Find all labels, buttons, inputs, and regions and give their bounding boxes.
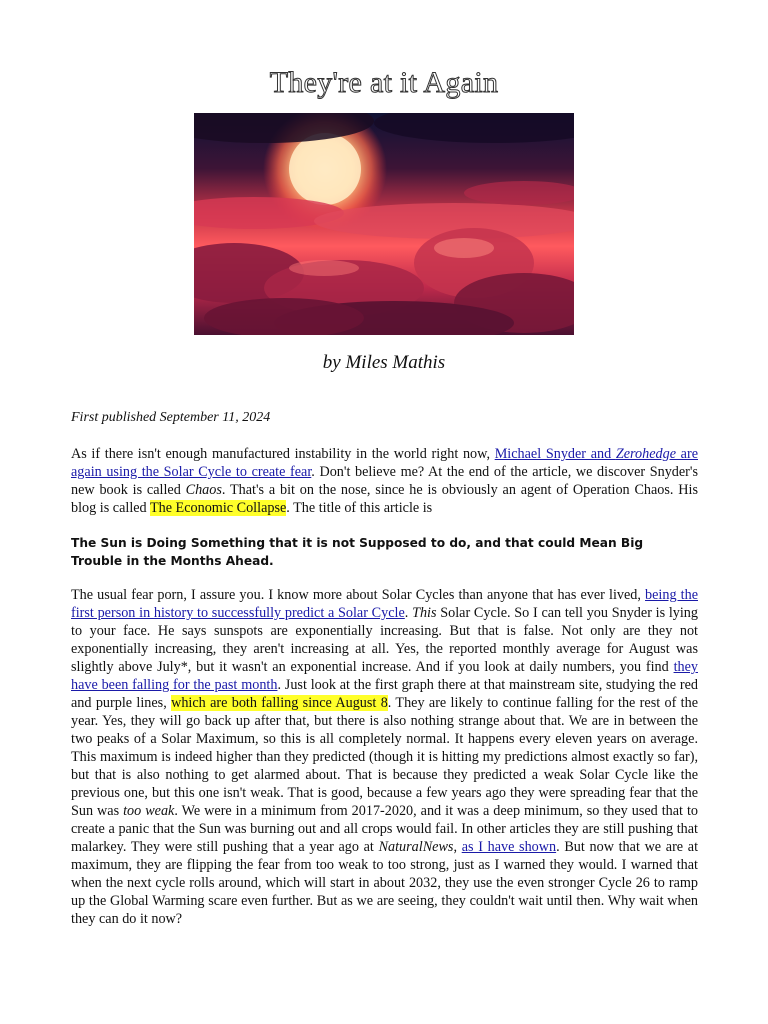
link-text-italic: Zerohedge [615, 446, 677, 462]
text: Solar Cycle. So I can tell you Snyder is lying to your face. He says sunspots are exponentially increasing. But that is false. Not only are they not exponentially increasing, they aren't increasing at all. Yes, the reported monthly average for August was slightly above July*, but it wasn't an exponential increase. And if you look at daily numbers, you find [71, 605, 698, 675]
emphasis-this: This [412, 605, 437, 621]
highlight-blog-name: The Economic Collapse [149, 500, 287, 516]
text: . The title of this article is [286, 500, 433, 516]
body-paragraph [71, 586, 698, 928]
text: , [453, 839, 462, 855]
text: . [404, 605, 413, 621]
intro-paragraph [71, 445, 698, 517]
text: As if there isn't enough manufactured instability in the world right now, [71, 446, 495, 462]
text: . But now that we are at maximum, they are flipping the fear from too weak to too strong, just as I warned they would. I warned that when the next cycle rolls around, which will start in about 2032, they use the even stronger Cycle 26 to ramp up the Global Warming scare even further. But as we are seeing, they couldn't wait until then. Why wait when they can do it now? [71, 839, 699, 927]
book-title: Chaos [185, 482, 222, 498]
link-falling-past-month[interactable]: they have been falling for the past month [71, 659, 698, 693]
link-solar-cycle-prediction[interactable]: being the first person in history to successfully predict a Solar Cycle [71, 587, 698, 621]
text: The usual fear porn, I assure you. I know more about Solar Cycles than anyone that has ever lived, [71, 587, 646, 603]
highlight-falling-since: which are both falling since August 8 [171, 695, 388, 711]
text: . That's a bit on the nose, since he is obviously an agent of Operation Chaos. His blog is called [71, 482, 698, 516]
text: . We were in a minimum from 2017-2020, and it was a deep minimum, so they used that to create a panic that the Sun was burning out and all crops would fail. In other articles they are still pushing that malarkey. They were still pushing that a year ago at [71, 803, 698, 855]
page-title: They're at it Again [269, 66, 499, 99]
text: . Don't believe me? At the end of the article, we discover Snyder's new book is called [71, 464, 698, 498]
emphasis-too-weak: too weak [123, 803, 175, 819]
byline: by Miles Mathis [322, 352, 446, 373]
text: . They are likely to continue falling for the rest of the year. Yes, they will go back up after that, but there is also nothing strange about that. We are in between the two peaks of a Solar Maximum, so this is all completely normal. It happens every eleven years on average. This maximum is indeed higher than they predicted (though it is hitting my predictions almost exactly so far), but that is also nothing to get alarmed about. That is because they predicted a weak Solar Cycle like the previous one, but this one isn't weak. That is good, because a few years ago they were spreading fear that the Sun was [71, 695, 698, 819]
link-text: Michael Snyder and [494, 446, 616, 462]
publication-date: First published September 11, 2024 [71, 410, 271, 425]
hero-image-red-sun-over-clouds [194, 113, 574, 335]
link-text-rest: are again using the Solar Cycle to create fear [71, 446, 699, 480]
emphasis-naturalnews: NaturalNews [378, 839, 454, 855]
link-as-i-have-shown[interactable]: as I have shown [461, 839, 557, 855]
text: . Just look at the first graph there at that mainstream site, studying the red and purple lines, [71, 677, 698, 711]
quoted-headline: The Sun is Doing Something that it is not Supposed to do, and that could Mean Big Trouble in the Months Ahead. [71, 536, 644, 568]
